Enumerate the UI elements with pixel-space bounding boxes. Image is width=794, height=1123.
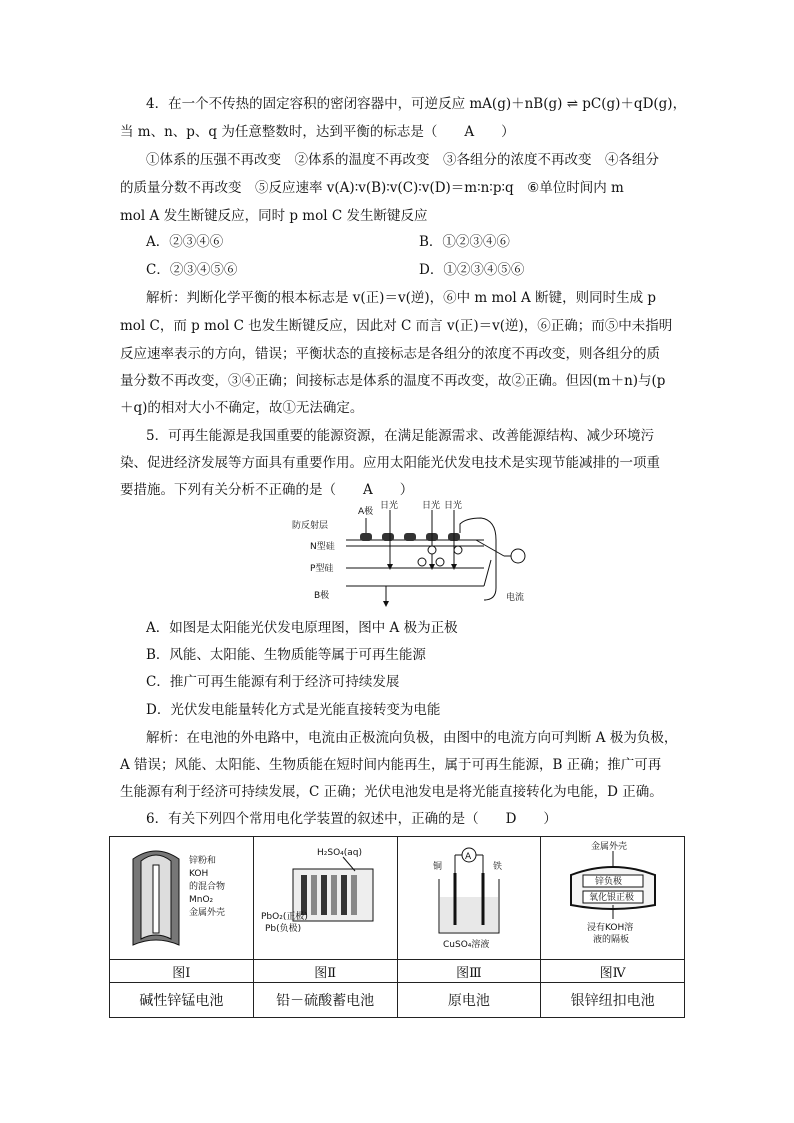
q4-analysis-line-4: 量分数不再改变，③④正确；间接标志是体系的温度不再改变，故②正确。但因(m＋n)与(p xyxy=(120,373,666,389)
fig1-label-shell: 金属外壳 xyxy=(189,908,226,918)
q5-stem-line-1: 5．可再生能源是我国重要的能源资源，在满足能源需求、改善能源结构、减少环境污 xyxy=(146,428,655,444)
q5-analysis-line-2: A 错误；风能、太阳能、生物质能在短时间内能再生，属于可再生能源，B 正确；推广可再 xyxy=(120,757,662,773)
label-anti-reflect: 防反射层 xyxy=(292,521,329,531)
label-sunlight-2: 日光 xyxy=(422,501,441,511)
label-a-pole: A极 xyxy=(358,507,374,517)
fig4-label-zinc: 锌负极 xyxy=(594,877,622,887)
galvanic-cell-figure xyxy=(399,837,539,955)
fig3-label-solution: CuSO₄溶液 xyxy=(442,940,490,950)
q5-option-b: B．风能、太阳能、生物质能等属于可再生能源 xyxy=(146,647,426,663)
fig1-label-koh: KOH xyxy=(189,869,209,879)
fig4-label-shell: 金属外壳 xyxy=(590,842,627,852)
q5-option-c: C．推广可再生能源有利于经济可持续发展 xyxy=(146,674,400,690)
alkaline-zinc-manganese-battery-figure xyxy=(111,837,251,955)
lamp-icon xyxy=(511,549,525,563)
q4-stem-line-1: 4．在一个不传热的固定容积的密闭容器中，可逆反应 mA(g)＋nB(g) ⇌ pC(g)＋qD(g)， xyxy=(146,96,687,112)
q4-option-b: B．①②③④⑥ xyxy=(419,234,510,250)
label-sunlight-3: 日光 xyxy=(444,501,463,511)
q5-stem-line-3: 要措施。下列有关分析不正确的是（ A ） xyxy=(120,482,414,498)
q5-stem-line-2: 染、促进经济发展等方面具有重要作用。应用太阳能光伏发电技术是实现节能减排的一项重 xyxy=(120,455,660,471)
figure-1-cell xyxy=(110,837,254,960)
fig4-label-separator-2: 液的隔板 xyxy=(592,935,629,945)
figure-number-3: 图Ⅲ xyxy=(397,960,541,983)
figure-name-3: 原电池 xyxy=(397,983,541,1018)
label-p-silicon: P型硅 xyxy=(310,564,334,574)
q4-option-a: A．②③④⑥ xyxy=(146,234,224,250)
q5-analysis-line-1: 解析：在电池的外电路中，电流由正极流向负极，由图中的电流方向可判断 A 极为负极， xyxy=(146,730,678,746)
fig2-label-pb: Pb(负极) xyxy=(265,924,302,934)
q4-analysis-line-5: ＋q)的相对大小不确定，故①无法确定。 xyxy=(120,400,364,416)
photovoltaic-diagram xyxy=(286,500,536,610)
figure-name-4: 银锌纽扣电池 xyxy=(541,983,685,1018)
device-table xyxy=(109,836,685,1018)
fig3-label-iron: 铁 xyxy=(492,862,502,872)
q4-stem-line-2: 当 m、n、p、q 为任意整数时，达到平衡的标志是（ A ） xyxy=(120,124,515,140)
q5-analysis-line-3: 生能源有利于经济可持续发展，C 正确；光伏电池发电是将光能直接转化为电能，D 正确。 xyxy=(120,784,663,800)
fig3-label-ammeter: A xyxy=(464,852,472,862)
q5-option-d: D．光伏发电能量转化方式是光能直接转变为电能 xyxy=(146,702,441,718)
silver-zinc-button-battery-figure xyxy=(543,837,683,955)
q4-stem-line-4: 的质量分数不再改变 ⑤反应速率 v(A)∶v(B)∶v(C)∶v(D)＝m∶n∶p∶q ⑥单位时间内 m xyxy=(120,180,624,196)
electrode-block xyxy=(404,533,416,541)
q4-option-c: C．②③④⑤⑥ xyxy=(146,262,238,278)
q4-option-d: D．①②③④⑤⑥ xyxy=(419,262,525,278)
q4-stem-line-3: ①体系的压强不再改变 ②体系的温度不再改变 ③各组分的浓度不再改变 ④各组分 xyxy=(146,152,659,168)
q4-analysis-line-1: 解析：判断化学平衡的根本标志是 v(正)＝v(逆)，⑥中 m mol A 断键，则同时生成 p xyxy=(146,290,657,306)
figure-2-cell xyxy=(253,837,397,960)
q4-stem-line-5: mol A 发生断键反应，同时 p mol C 发生断键反应 xyxy=(120,208,428,224)
fig4-label-separator-1: 浸有KOH溶 xyxy=(586,923,633,933)
figure-number-4: 图Ⅳ xyxy=(541,960,685,983)
electrode-block xyxy=(382,533,394,541)
q4-analysis-line-3: 反应速率表示的方向，错误；平衡状态的直接标志是各组分的浓度不再改变，则各组分的质 xyxy=(120,346,660,362)
fig1-label-mixture: 的混合物 xyxy=(189,882,226,892)
fig1-label-mno2: MnO₂ xyxy=(189,895,214,905)
figure-number-1: 图Ⅰ xyxy=(110,960,254,983)
figure-number-2: 图Ⅱ xyxy=(253,960,397,983)
figure-name-1: 碱性锌锰电池 xyxy=(110,983,254,1018)
electrode-block xyxy=(360,533,372,541)
fig2-label-acid: H₂SO₄(aq) xyxy=(317,848,363,858)
label-current: 电流 xyxy=(506,593,525,603)
figure-4-cell xyxy=(541,837,685,960)
label-b-pole: B极 xyxy=(314,591,330,601)
label-n-silicon: N型硅 xyxy=(310,542,335,552)
fig4-label-silver-oxide: 氧化银正极 xyxy=(588,893,634,903)
figure-3-cell xyxy=(397,837,541,960)
q4-analysis-line-2: mol C，而 p mol C 也发生断键反应，因此对 C 而言 v(正)＝v(逆)，⑥正确；而⑤中未指明 xyxy=(120,318,673,334)
q6-stem: 6．有关下列四个常用电化学装置的叙述中，正确的是（ D ） xyxy=(146,811,557,827)
label-sunlight-1: 日光 xyxy=(380,501,399,511)
fig1-label-zinc: 锌粉和 xyxy=(189,856,217,866)
q5-option-a: A．如图是太阳能光伏发电原理图，图中 A 极为正极 xyxy=(146,620,458,636)
fig3-label-copper: 铜 xyxy=(432,862,442,872)
fig2-label-pbo2: PbO₂(正极) xyxy=(261,912,308,922)
lead-acid-battery-figure xyxy=(255,837,395,955)
figure-name-2: 铅－硫酸蓄电池 xyxy=(253,983,397,1018)
